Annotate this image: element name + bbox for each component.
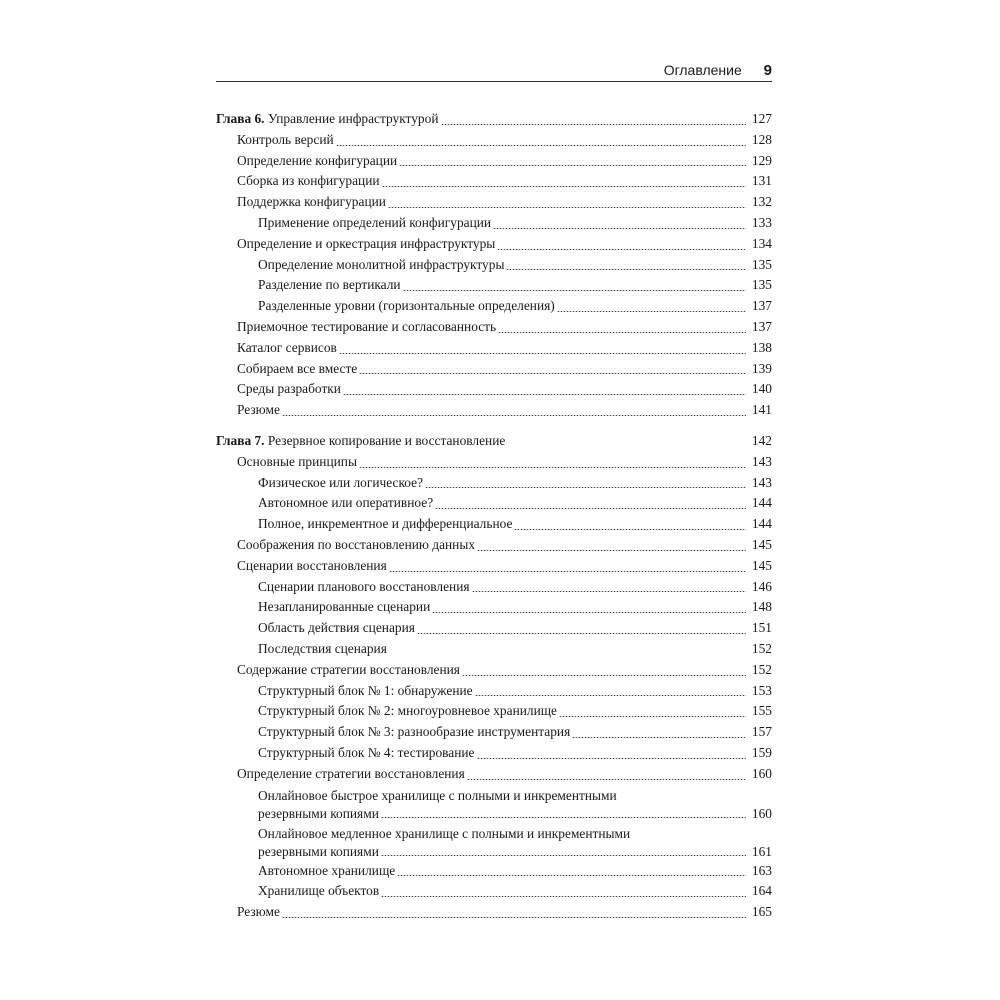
toc-subentry[interactable] [216, 493, 772, 514]
entry-title: Каталог сервисов [237, 339, 337, 355]
entry-title: Резюме [237, 904, 280, 920]
toc-subentry[interactable] [216, 681, 772, 702]
page-number: 144 [751, 516, 772, 532]
page-number: 137 [751, 298, 772, 314]
dot-leader [477, 758, 747, 759]
toc-subentry-first-line[interactable] [216, 785, 772, 805]
entry-title: Физическое или логическое? [258, 474, 424, 490]
dot-leader [472, 591, 746, 592]
entry-title: Структурный блок № 1: обнаружение [258, 682, 473, 698]
entry-title: Основные принципы [237, 453, 357, 469]
table-of-contents [216, 109, 772, 923]
running-header [216, 58, 772, 82]
chapter-heading [216, 109, 439, 130]
entry-title: Онлайновое медленное хранилище с полными и инкрементными [258, 825, 631, 841]
entry-title: Резюме [237, 402, 280, 418]
entry-title: Структурный блок № 4: тестирование [258, 744, 475, 760]
dot-leader [506, 269, 746, 270]
dot-leader [397, 875, 746, 876]
page-number: 151 [751, 620, 772, 636]
toc-subentry[interactable] [216, 597, 772, 618]
page-number: 145 [751, 557, 772, 573]
entry-title: Последствия сценария [258, 640, 387, 656]
chapter-label: Глава 7. [216, 432, 265, 448]
page-number: 127 [751, 111, 772, 126]
dot-leader [359, 373, 746, 374]
dot-leader [403, 290, 746, 291]
entry-title: Хранилище объектов [258, 883, 380, 899]
toc-entry[interactable] [216, 535, 772, 556]
entry-title: Соображения по восстановлению данных [237, 536, 476, 552]
toc-entry[interactable] [216, 452, 772, 473]
dot-leader [498, 332, 746, 333]
header-page-number: 9 [763, 62, 772, 79]
toc-subentry[interactable] [216, 213, 772, 234]
dot-leader [282, 917, 746, 918]
page-number: 129 [751, 152, 772, 168]
entry-title: Разделенные уровни (горизонтальные определения) [258, 298, 555, 314]
toc-subentry-continuation[interactable] [216, 843, 772, 861]
entry-title: Онлайновое быстрое хранилище с полными и инкрементными [258, 787, 617, 803]
toc-entry[interactable] [216, 317, 772, 338]
page-number: 157 [751, 724, 772, 740]
dot-leader [359, 467, 746, 468]
page-number: 165 [751, 904, 772, 920]
entry-title: Применение определений конфигурации [258, 214, 492, 230]
entry-title: Определение монолитной инфраструктуры [258, 256, 505, 272]
dot-leader [282, 415, 746, 416]
toc-subentry[interactable] [216, 701, 772, 722]
dot-leader [497, 249, 746, 250]
dot-leader [417, 633, 746, 634]
page-number: 140 [751, 381, 772, 397]
chapter-heading [216, 431, 505, 452]
toc-subentry[interactable] [216, 255, 772, 276]
page-number: 128 [751, 131, 772, 147]
dot-leader [557, 311, 746, 312]
dot-leader [399, 165, 746, 166]
leader-space [507, 446, 746, 447]
page-number: 134 [751, 235, 772, 251]
entry-title-continued: резервными копиями [258, 805, 379, 821]
entry-title: Среды разработки [237, 381, 341, 397]
toc-subentry-first-line[interactable] [216, 823, 772, 843]
entry-title: Содержание стратегии восстановления [237, 661, 460, 677]
chapter-label: Глава 6. [216, 111, 265, 126]
entry-title-continued: резервными копиями [258, 843, 379, 859]
page-number: 137 [751, 318, 772, 334]
toc-entry[interactable] [216, 130, 772, 151]
entry-title: Приемочное тестирование и согласованность [237, 318, 497, 334]
page-number: 144 [751, 495, 772, 511]
dot-leader [435, 508, 746, 509]
toc-entry[interactable] [216, 379, 772, 400]
page-number: 161 [751, 843, 772, 859]
chapter-title: Резервное копирование и восстановление [267, 432, 506, 448]
entry-title: Определение и оркестрация инфраструктуры [237, 235, 496, 251]
toc-entry[interactable] [216, 338, 772, 359]
dot-leader [493, 228, 746, 229]
page-number: 163 [751, 862, 772, 878]
dot-leader [381, 855, 746, 856]
page-number: 135 [751, 277, 772, 293]
entry-title: Автономное хранилище [258, 862, 396, 878]
toc-entry[interactable] [216, 234, 772, 255]
page-number: 142 [751, 432, 772, 448]
dot-leader [477, 550, 746, 551]
page-number: 139 [751, 360, 772, 376]
dot-leader [432, 612, 746, 613]
dot-leader [381, 896, 746, 897]
dot-leader [559, 716, 746, 717]
entry-title: Сценарии планового восстановления [258, 578, 470, 594]
toc-entry[interactable] [216, 660, 772, 681]
page-number: 148 [751, 599, 772, 615]
entry-title: Собираем все вместе [237, 360, 358, 376]
page-number: 146 [751, 578, 772, 594]
entry-title: Разделение по вертикали [258, 277, 401, 293]
entry-title: Поддержка конфигурации [237, 194, 386, 210]
page-number: 164 [751, 883, 772, 899]
toc-subentry[interactable] [216, 296, 772, 317]
toc-subentry[interactable] [216, 577, 772, 598]
entry-title: Определение стратегии восстановления [237, 765, 465, 781]
toc-entry[interactable] [216, 902, 772, 923]
entry-title: Структурный блок № 2: многоуровневое хранилище [258, 703, 557, 719]
entry-title: Автономное или оперативное? [258, 495, 434, 511]
page-number: 145 [751, 536, 772, 552]
toc-subentry[interactable] [216, 881, 772, 902]
page-number: 155 [751, 703, 772, 719]
toc-subentry[interactable] [216, 275, 772, 296]
toc-entry[interactable] [216, 359, 772, 380]
entry-title: Сборка из конфигурации [237, 173, 380, 189]
toc-subentry[interactable] [216, 473, 772, 494]
entry-title: Структурный блок № 3: разнообразие инструментария [258, 724, 571, 740]
page-number: 143 [751, 453, 772, 469]
toc-entry[interactable] [216, 400, 772, 421]
toc-subentry[interactable] [216, 639, 772, 660]
dot-leader [389, 571, 746, 572]
page-number: 131 [751, 173, 772, 189]
page-number: 133 [751, 214, 772, 230]
entry-title: Область действия сценария [258, 620, 415, 636]
toc-subentry[interactable] [216, 861, 772, 882]
toc-subentry[interactable] [216, 743, 772, 764]
header-rule [216, 81, 772, 82]
page-number: 152 [751, 661, 772, 677]
chapter-title: Управление инфраструктурой [267, 111, 439, 126]
dot-leader [462, 675, 746, 676]
dot-leader [336, 145, 746, 146]
dot-leader [382, 186, 746, 187]
toc-chapter-7[interactable] [216, 431, 772, 452]
toc-subentry[interactable] [216, 514, 772, 535]
entry-title: Определение конфигурации [237, 152, 398, 168]
toc-entry[interactable] [216, 151, 772, 172]
leader-space [389, 654, 746, 655]
entry-title: Сценарии восстановления [237, 557, 387, 573]
toc-entry[interactable] [216, 192, 772, 213]
dot-leader [514, 529, 746, 530]
page-number: 141 [751, 402, 772, 418]
entry-title: Полное, инкрементное и дифференциальное [258, 516, 513, 532]
dot-leader [388, 207, 746, 208]
entry-title: Контроль версий [237, 131, 334, 147]
toc-subentry[interactable] [216, 722, 772, 743]
page-number: 138 [751, 339, 772, 355]
toc-entry[interactable] [216, 171, 772, 192]
toc-subentry[interactable] [216, 618, 772, 639]
page-number: 160 [751, 805, 772, 821]
dot-leader [343, 394, 746, 395]
page-number: 152 [751, 640, 772, 656]
header-title: Оглавление [663, 62, 742, 78]
entry-title: Незапланированные сценарии [258, 599, 431, 615]
dot-leader [339, 353, 746, 354]
dot-leader [467, 779, 746, 780]
toc-chapter-6[interactable] [216, 109, 772, 130]
toc-entry[interactable] [216, 764, 772, 785]
dot-leader [572, 737, 746, 738]
page-number: 159 [751, 744, 772, 760]
page-number: 143 [751, 474, 772, 490]
page-number: 135 [751, 256, 772, 272]
dot-leader [441, 124, 747, 125]
dot-leader [425, 487, 746, 488]
toc-entry[interactable] [216, 556, 772, 577]
toc-subentry-continuation[interactable] [216, 805, 772, 823]
page-number: 153 [751, 682, 772, 698]
dot-leader [475, 695, 746, 696]
page-number: 160 [751, 765, 772, 781]
dot-leader [381, 817, 746, 818]
page-number: 132 [751, 194, 772, 210]
